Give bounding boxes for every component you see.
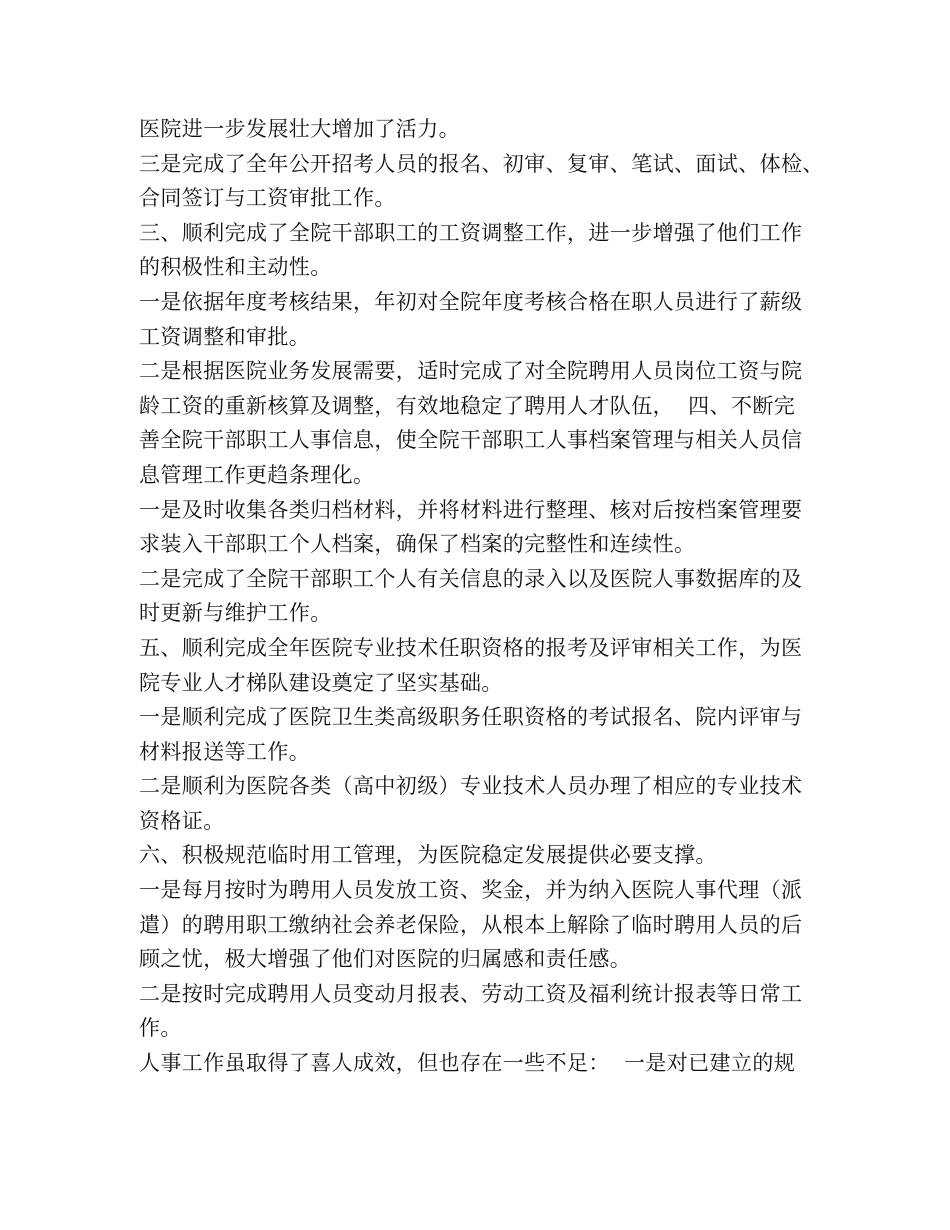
- text-line: 二是根据医院业务发展需要，适时完成了对全院聘用人员岗位工资与院: [139, 359, 803, 384]
- text-line: 顾之忧，极大增强了他们对医院的归属感和责任感。: [139, 947, 632, 972]
- text-line: 医院进一步发展壮大增加了活力。: [139, 117, 460, 141]
- text-line: 时更新与维护工作。: [139, 601, 332, 626]
- text-line: 院专业人才梯队建设奠定了坚实基础。: [139, 670, 503, 695]
- text-line: 善全院干部职工人事信息，使全院干部职工人事档案管理与相关人员信: [139, 428, 803, 453]
- text-line: 三是完成了全年公开招考人员的报名、初审、复审、笔试、面试、体检、: [139, 151, 824, 176]
- text-line: 工资调整和审批。: [139, 324, 311, 349]
- text-line: 一是依据年度考核结果，年初对全院年度考核合格在职人员进行了薪级: [139, 289, 803, 314]
- text-line: 三、顺利完成了全院干部职工的工资调整工作，进一步增强了他们工作: [139, 220, 803, 245]
- text-line: 五、顺利完成全年医院专业技术任职资格的报考及评审相关工作，为医: [139, 635, 803, 660]
- text-line: 一是及时收集各类归档材料，并将材料进行整理、核对后按档案管理要: [139, 497, 803, 522]
- text-line: 一是每月按时为聘用人员发放工资、奖金，并为纳入医院人事代理（派: [139, 878, 803, 903]
- text-line: 遣）的聘用职工缴纳社会养老保险，从根本上解除了临时聘用人员的后: [139, 912, 803, 937]
- text-line: 合同签订与工资审批工作。: [139, 186, 396, 211]
- text-line: 一是顺利完成了医院卫生类高级职务任职资格的考试报名、院内评审与: [139, 705, 803, 730]
- text-line: 材料报送等工作。: [139, 739, 311, 764]
- text-line: 资格证。: [139, 808, 225, 833]
- text-line: 龄工资的重新核算及调整，有效地稳定了聘用人才队伍， 四、不断完: [139, 393, 796, 418]
- text-line: 人事工作虽取得了喜人成效，但也存在一些不足： 一是对已建立的规: [139, 1051, 796, 1076]
- body-text: [139, 112, 839, 1081]
- text-line: 求装入干部职工个人档案，确保了档案的完整性和连续性。: [139, 532, 696, 557]
- text-line: 二是按时完成聘用人员变动月报表、劳动工资及福利统计报表等日常工: [139, 981, 803, 1006]
- text-line: 二是完成了全院干部职工个人有关信息的录入以及医院人事数据库的及: [139, 566, 803, 591]
- text-line: 的积极性和主动性。: [139, 255, 332, 280]
- text-line: 息管理工作更趋条理化。: [139, 462, 375, 487]
- text-line: 二是顺利为医院各类（高中初级）专业技术人员办理了相应的专业技术: [139, 774, 803, 799]
- text-line: 六、积极规范临时用工管理，为医院稳定发展提供必要支撑。: [139, 843, 717, 868]
- text-line: 作。: [139, 1016, 182, 1041]
